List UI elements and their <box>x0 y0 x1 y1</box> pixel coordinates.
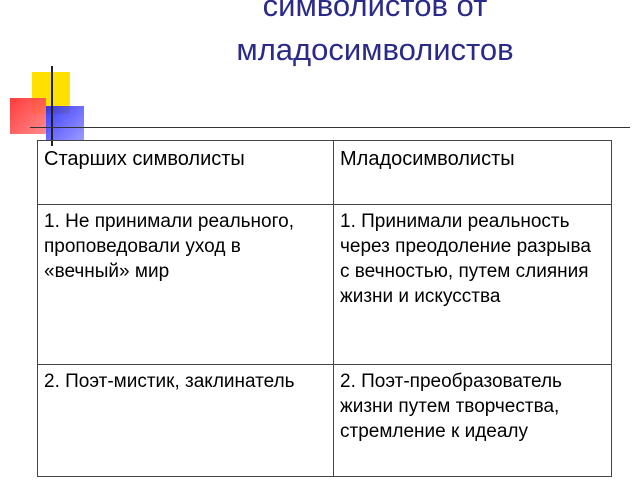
slide-title <box>110 0 640 72</box>
table-cell: 2. Поэт-мистик, заклинатель <box>38 365 334 477</box>
comparison-table <box>37 140 612 477</box>
header-cell-young <box>334 141 612 205</box>
table-header-row <box>38 141 612 205</box>
table-cell: 2. Поэт-преобразователь жизни путем творчества, стремление к идеалу <box>334 365 612 477</box>
vertical-rule <box>51 66 53 146</box>
table-cell: 1. Принимали реальность через преодоление разрыва с вечностью, путем слияния жизни и искусства <box>334 205 612 365</box>
red-square-decoration <box>10 98 46 134</box>
title-line-1: символистов от <box>262 0 488 23</box>
horizontal-rule <box>30 127 630 128</box>
yellow-square-decoration <box>32 72 70 114</box>
blue-square-decoration <box>46 106 84 140</box>
header-label-young: Младосимволисты <box>340 148 515 170</box>
table-cell: 1. Не принимали реального, проповедовали уход в «вечный» мир <box>38 205 334 365</box>
table-row <box>38 205 612 365</box>
header-cell-senior <box>38 141 334 205</box>
title-line-2: младосимволистов <box>236 32 514 67</box>
header-label-senior: Старших символисты <box>44 148 245 170</box>
table-row <box>38 365 612 477</box>
